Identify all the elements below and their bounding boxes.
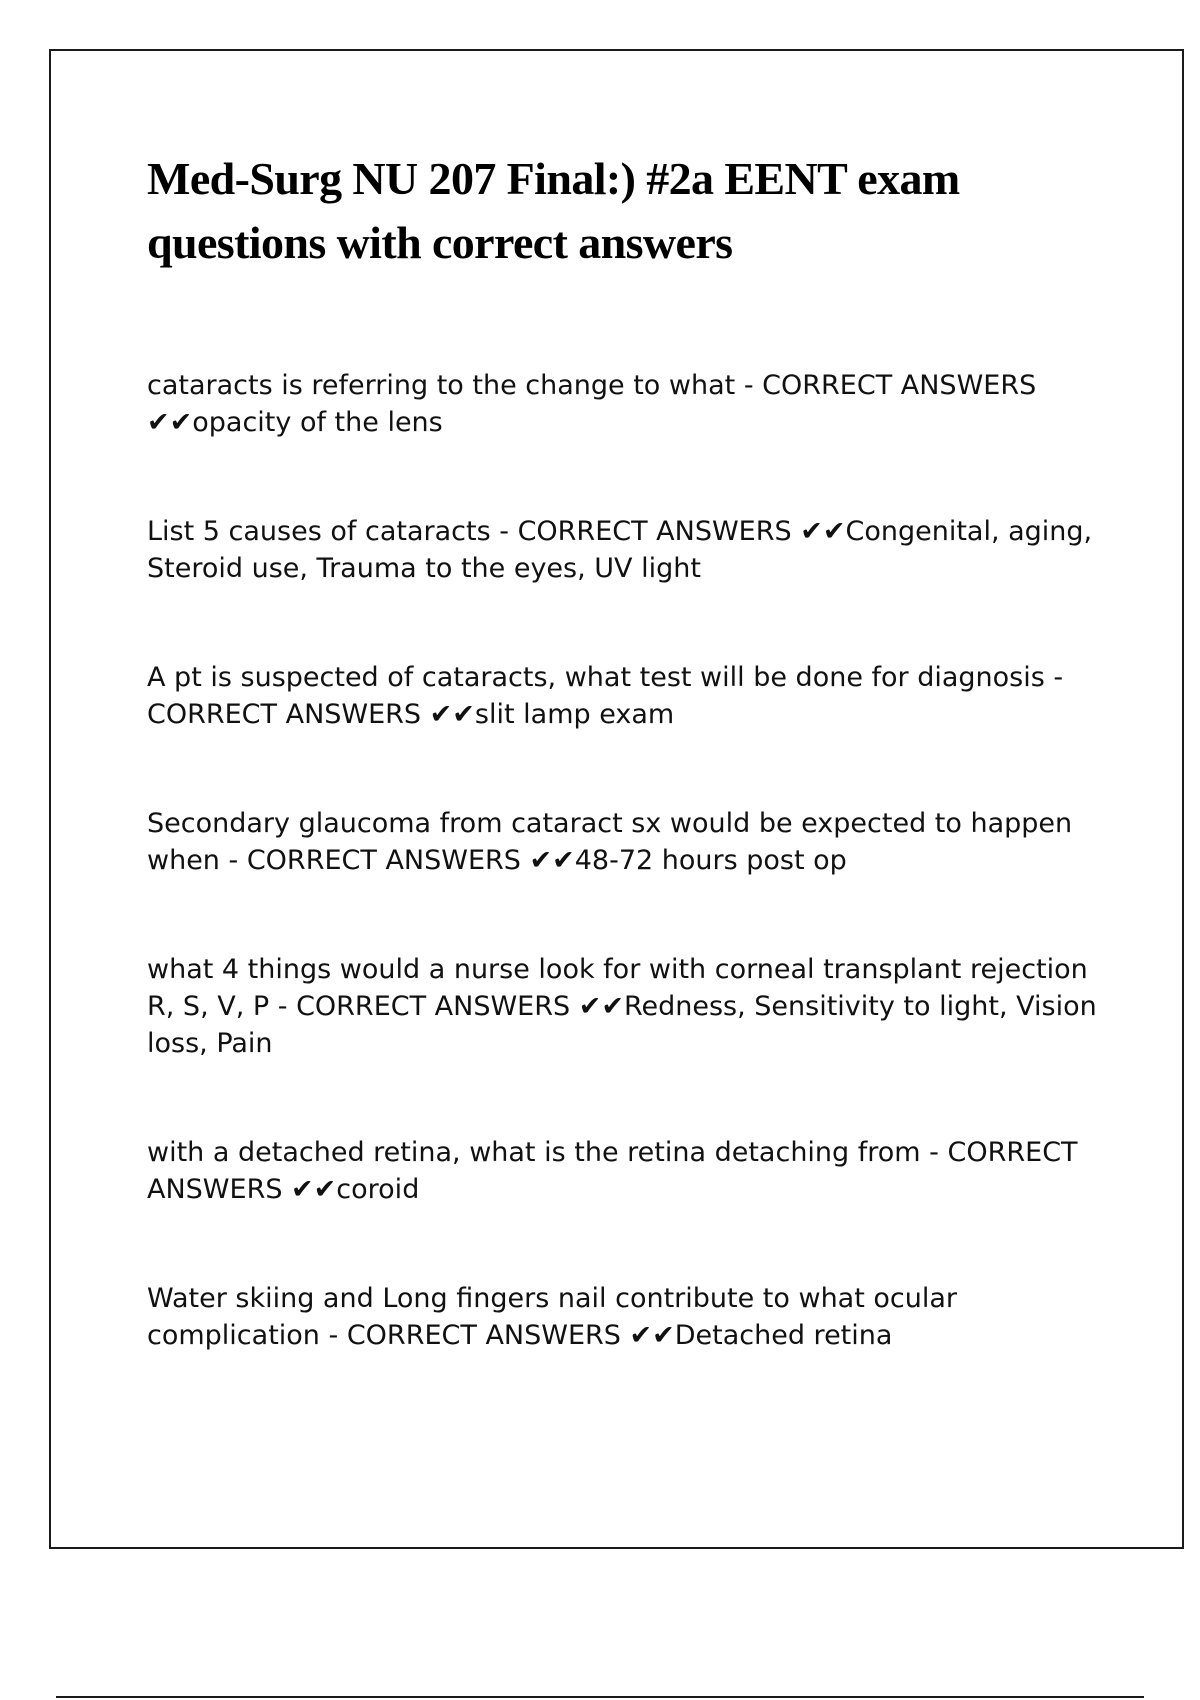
answer-marker: CORRECT ANSWERS ✔✔ [517,516,846,547]
answer-marker: CORRECT ANSWERS ✔✔ [147,370,1037,438]
qa-list [147,367,1107,1426]
answer-text: slit lamp exam [474,699,675,730]
page-bottom-rule [56,1696,1144,1698]
question-text: with a detached retina, what is the retina detaching from - [147,1137,948,1168]
qa-item [147,513,1107,587]
qa-item [147,1134,1107,1208]
question-text: cataracts is referring to the change to what - [147,370,763,401]
question-text: Water skiing and Long fingers nail contribute to what ocular complication - [147,1283,958,1351]
page-frame [49,49,1184,1549]
answer-marker: CORRECT ANSWERS ✔✔ [246,845,575,876]
qa-item [147,659,1107,733]
answer-marker: CORRECT ANSWERS ✔✔ [147,1137,1078,1205]
answer-marker: CORRECT ANSWERS ✔✔ [296,991,624,1022]
answer-text: coroid [336,1174,420,1205]
answer-text: Redness, Sensitivity to light, Vision loss, Pain [147,991,1097,1059]
qa-item [147,805,1107,879]
answer-marker: CORRECT ANSWERS ✔✔ [147,699,475,730]
answer-text: Congenital, aging, Steroid use, Trauma to the eyes, UV light [147,516,1093,584]
qa-item [147,367,1107,441]
answer-marker: CORRECT ANSWERS ✔✔ [346,1320,675,1351]
qa-item [147,951,1107,1062]
qa-item [147,1280,1107,1354]
answer-text: 48-72 hours post op [574,845,847,876]
document-title: Med-Surg NU 207 Final:) #2a EENT exam questions with correct answers [147,153,960,268]
answer-text: opacity of the lens [192,407,443,438]
question-text: A pt is suspected of cataracts, what test will be done for diagnosis - [147,662,1064,693]
question-text: what 4 things would a nurse look for with corneal transplant rejection R, S, V, P - [147,954,1088,1022]
question-text: List 5 causes of cataracts - [147,516,518,547]
question-text: Secondary glaucoma from cataract sx would be expected to happen when - [147,808,1073,876]
answer-text: Detached retina [674,1320,893,1351]
